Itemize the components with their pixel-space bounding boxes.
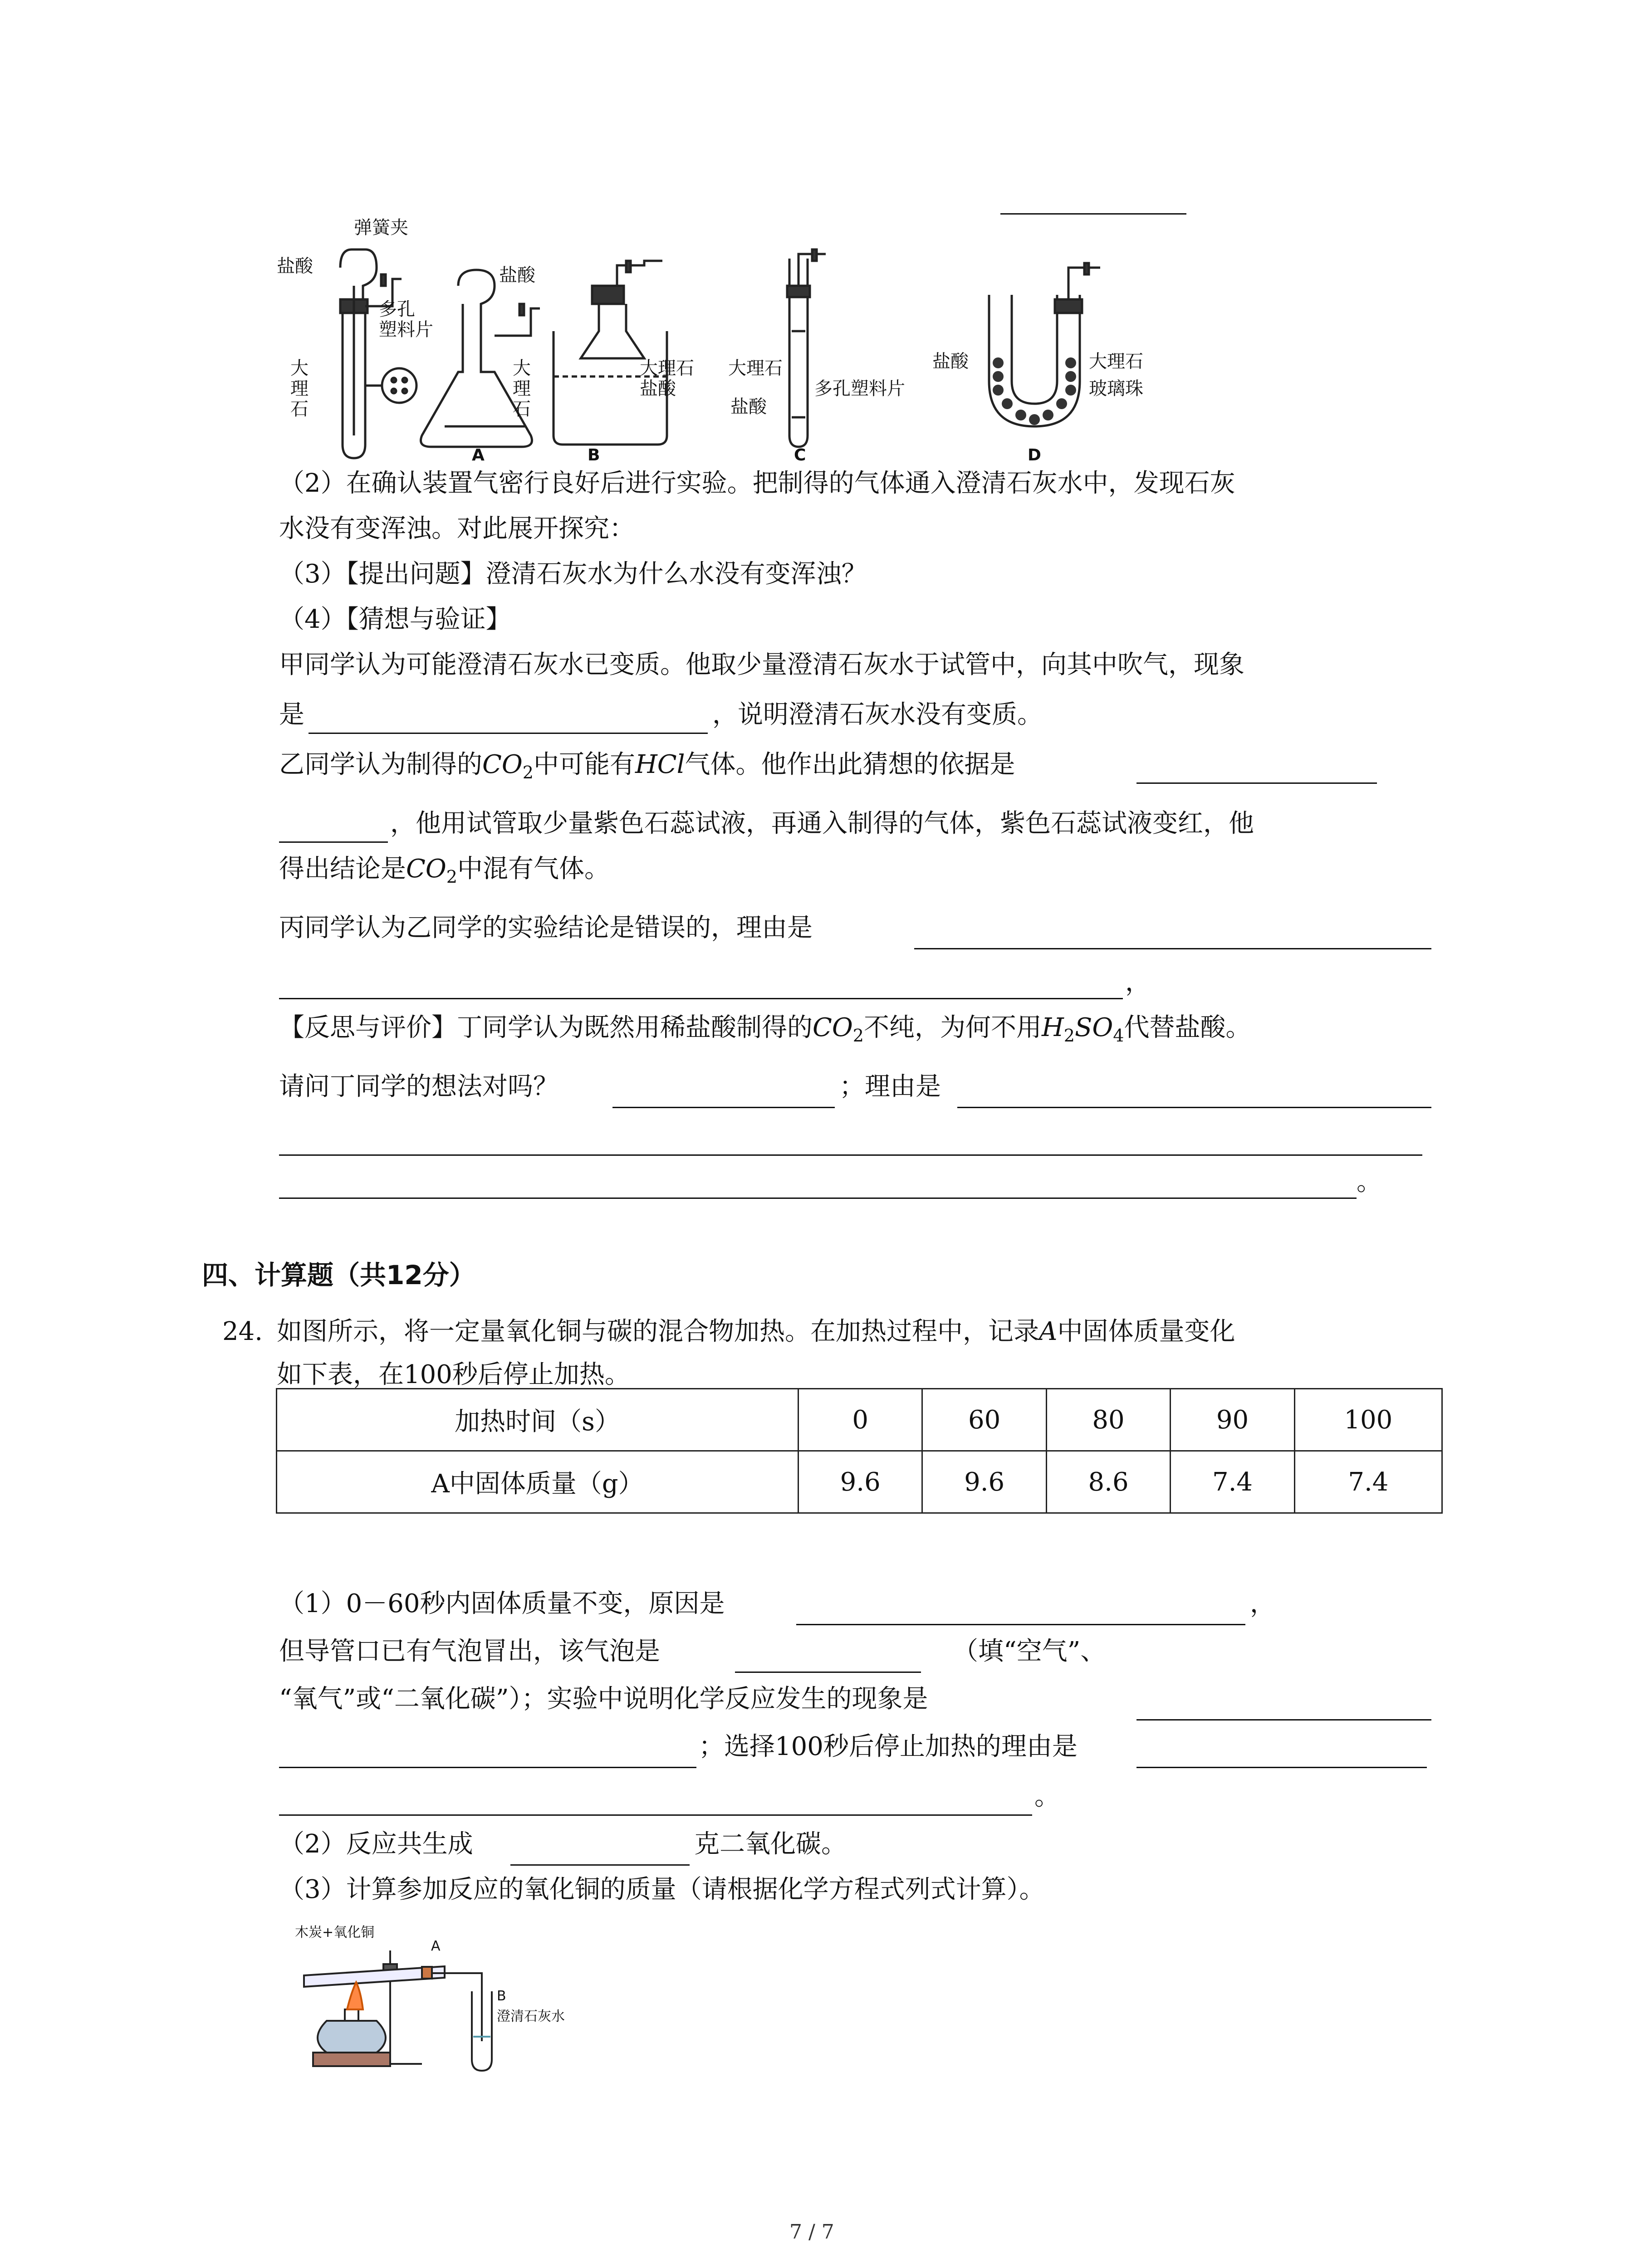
label-glass-beads: 玻璃珠 bbox=[1089, 378, 1143, 399]
section-heading: 四、计算题（共12分） bbox=[202, 1260, 475, 1290]
table-cell: 0 bbox=[798, 1389, 922, 1451]
answer-blank[interactable] bbox=[612, 1107, 835, 1108]
data-table bbox=[276, 1388, 1443, 1514]
q24-1-line1-end: ， bbox=[1250, 1589, 1275, 1618]
answer-blank[interactable] bbox=[796, 1624, 1245, 1625]
answer-blank[interactable] bbox=[1136, 782, 1377, 784]
q24-line1 bbox=[277, 1315, 1235, 1348]
formula-so: SO bbox=[1074, 1013, 1113, 1042]
table-row bbox=[277, 1389, 1442, 1451]
answer-blank[interactable] bbox=[914, 948, 1431, 949]
q24-2-pre: （2）反应共生成 bbox=[279, 1829, 473, 1859]
yi-text: 中可能有 bbox=[533, 750, 635, 779]
q3: （3）【提出问题】澄清石灰水为什么水没有变浑浊？ bbox=[279, 559, 867, 589]
label-limewater: 澄清石灰水 bbox=[497, 2009, 565, 2024]
q24-line2: 如下表，在100秒后停止加热。 bbox=[277, 1360, 630, 1389]
table-cell: 90 bbox=[1171, 1389, 1294, 1451]
subscript: 2 bbox=[522, 763, 534, 783]
answer-blank[interactable] bbox=[735, 1672, 921, 1673]
label-hcl: 盐酸 bbox=[277, 256, 313, 277]
yi-line2: ，他用试管取少量紫色石蕊试液，再通入制得的气体，紫色石蕊试液变红，他 bbox=[390, 809, 1254, 838]
q24-2-post: 克二氧化碳。 bbox=[694, 1829, 847, 1859]
table-cell: 60 bbox=[922, 1389, 1046, 1451]
table-cell: 9.6 bbox=[798, 1451, 922, 1513]
answer-blank[interactable] bbox=[957, 1107, 1431, 1108]
label-porous: 塑料片 bbox=[379, 319, 433, 340]
label-hcl: 盐酸 bbox=[640, 378, 676, 399]
label-marble: 大理石 bbox=[728, 358, 783, 379]
answer-blank[interactable] bbox=[279, 841, 388, 843]
label-marble: 大理石 bbox=[1089, 351, 1143, 372]
answer-blank[interactable] bbox=[279, 1814, 1032, 1816]
label-a: A bbox=[431, 1938, 441, 1954]
yi-line1 bbox=[279, 748, 1015, 789]
fansi-line1 bbox=[279, 1012, 1251, 1052]
formula-co2: CO bbox=[813, 1013, 853, 1042]
label-marble: 理 bbox=[513, 378, 531, 399]
heating-apparatus-figure bbox=[295, 1923, 612, 2077]
table-cell: 80 bbox=[1046, 1389, 1170, 1451]
yi-text: 气体。他作出此猜想的依据是 bbox=[685, 750, 1015, 779]
q24-1-line2: 但导管口已有气泡冒出，该气泡是 bbox=[279, 1637, 660, 1666]
q24-3: （3）计算参加反应的氧化铜的质量（请根据化学方程式列式计算）。 bbox=[279, 1875, 1045, 1904]
label-marble: 大 bbox=[513, 358, 531, 379]
fansi-text: 不纯，为何不用 bbox=[863, 1013, 1042, 1042]
label-hcl: 盐酸 bbox=[932, 351, 969, 372]
answer-blank[interactable] bbox=[510, 1864, 690, 1866]
q24-1-line2-post: （填“空气”、 bbox=[953, 1637, 1106, 1666]
q24-1-line3: “氧气”或“二氧化碳”）；实验中说明化学反应发生的现象是 bbox=[279, 1684, 928, 1714]
answer-blank[interactable] bbox=[279, 1767, 696, 1768]
label-spring-clip: 弹簧夹 bbox=[354, 217, 408, 238]
table-cell: 7.4 bbox=[1294, 1451, 1442, 1513]
formula-co2: CO bbox=[406, 854, 446, 884]
caption-d: D bbox=[1028, 446, 1041, 464]
subscript: 2 bbox=[1063, 1026, 1075, 1046]
label-a: A bbox=[1039, 1317, 1058, 1346]
fansi-end: 。 bbox=[1357, 1167, 1382, 1197]
label-charcoal-cuo: 木炭+氧化铜 bbox=[295, 1925, 375, 1941]
label-porous: 多孔塑料片 bbox=[814, 378, 905, 399]
jia-line1: 甲同学认为可能澄清石灰水已变质。他取少量澄清石灰水于试管中，向其中吹气，现象 bbox=[279, 650, 1244, 679]
yi-line3 bbox=[279, 853, 610, 893]
yi-text: 中混有气体。 bbox=[457, 854, 610, 884]
label-marble: 大 bbox=[290, 358, 309, 379]
caption-c: C bbox=[794, 446, 806, 464]
page-number: 7 / 7 bbox=[789, 2220, 834, 2244]
table-cell: 8.6 bbox=[1046, 1451, 1170, 1513]
answer-blank[interactable] bbox=[309, 733, 708, 734]
answer-blank[interactable] bbox=[1136, 1767, 1427, 1768]
label-hcl: 盐酸 bbox=[499, 265, 535, 286]
q24-text: 如图所示，将一定量氧化铜与碳的混合物加热。在加热过程中，记录 bbox=[277, 1317, 1039, 1346]
label-marble: 石 bbox=[290, 399, 309, 420]
table-cell: 7.4 bbox=[1171, 1451, 1294, 1513]
caption-a: A bbox=[472, 446, 485, 464]
bing-text: 丙同学认为乙同学的实验结论是错误的，理由是 bbox=[279, 913, 813, 943]
answer-blank[interactable] bbox=[279, 1154, 1422, 1156]
fansi-text: 【反思与评价】丁同学认为既然用稀盐酸制得的 bbox=[279, 1013, 813, 1042]
q2-line2: 水没有变浑浊。对此展开探究： bbox=[279, 514, 635, 543]
formula-h: H bbox=[1041, 1013, 1064, 1042]
yi-text: 得出结论是 bbox=[279, 854, 406, 884]
fansi-line2-mid: ；理由是 bbox=[839, 1072, 941, 1101]
table-header: A中固体质量（g） bbox=[277, 1451, 798, 1513]
table-header: 加热时间（s） bbox=[277, 1389, 798, 1451]
label-porous: 多孔 bbox=[379, 299, 415, 320]
table-cell: 9.6 bbox=[922, 1451, 1046, 1513]
fansi-line2-pre: 请问丁同学的想法对吗？ bbox=[279, 1072, 558, 1101]
caption-b: B bbox=[588, 446, 600, 464]
formula-hcl: HCl bbox=[635, 750, 685, 779]
q24-1-end: 。 bbox=[1034, 1782, 1060, 1811]
fansi-text: 代替盐酸。 bbox=[1124, 1013, 1251, 1042]
subscript: 2 bbox=[852, 1026, 864, 1046]
answer-blank[interactable] bbox=[279, 1198, 1357, 1199]
subscript: 2 bbox=[446, 867, 457, 887]
yi-text: 乙同学认为制得的 bbox=[279, 750, 482, 779]
bing-end: ， bbox=[1125, 968, 1151, 997]
table-cell: 100 bbox=[1294, 1389, 1442, 1451]
label-marble: 大理石 bbox=[640, 358, 694, 379]
formula-co2: CO bbox=[482, 750, 523, 779]
jia-post: ，说明澄清石灰水没有变质。 bbox=[712, 700, 1043, 729]
q24-1-line4: ；选择100秒后停止加热的理由是 bbox=[699, 1732, 1078, 1761]
table-row bbox=[277, 1451, 1442, 1513]
subscript: 4 bbox=[1113, 1026, 1124, 1046]
apparatus-figure bbox=[272, 213, 1180, 467]
q4: （4）【猜想与验证】 bbox=[279, 605, 511, 634]
answer-blank[interactable] bbox=[279, 998, 1123, 999]
question-number: 24. bbox=[222, 1317, 263, 1346]
answer-blank[interactable] bbox=[1136, 1719, 1431, 1721]
label-b: B bbox=[497, 1988, 506, 2004]
q24-text: 中固体质量变化 bbox=[1057, 1317, 1235, 1346]
jia-pre: 是 bbox=[279, 700, 304, 729]
label-hcl: 盐酸 bbox=[730, 396, 767, 417]
q2-line1: （2）在确认装置气密行良好后进行实验。把制得的气体通入澄清石灰水中，发现石灰 bbox=[279, 469, 1235, 498]
q24-1-line1: （1）0－60秒内固体质量不变，原因是 bbox=[279, 1589, 725, 1618]
label-marble: 理 bbox=[290, 378, 309, 399]
label-marble: 石 bbox=[513, 399, 531, 420]
